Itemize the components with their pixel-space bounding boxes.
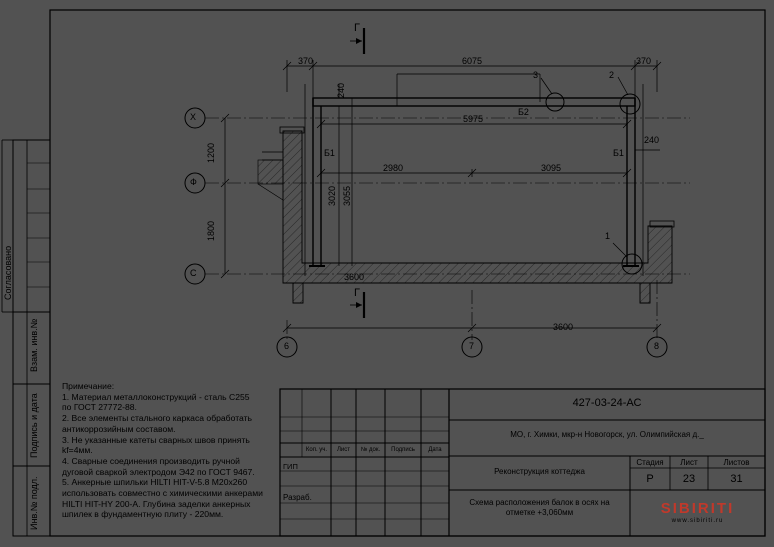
dim-right-240: 240 [644,135,660,145]
stage-header: Стадия [636,458,664,467]
notes-line: антикоррозийным составом. [62,423,176,434]
side-stamp-sign-date: Подпись и дата [29,393,39,458]
sheet-header: Лист [680,458,698,467]
side-stamp-replace-no: Взам. инв.№ [29,318,39,372]
dim-v-3055: 3055 [342,185,352,206]
section-mark-top: Г [354,22,360,34]
dim-v-1200: 1200 [206,142,216,163]
col-header-doc: № док. [360,447,381,453]
dim-top-right: 370 [636,56,652,66]
node-circle-2 [620,94,640,114]
notes-block [62,381,277,520]
dim-mid-left: 2980 [383,163,404,173]
role-gip: ГИП [283,462,298,471]
drawing-title-1: Схема расположения балок в осях на [469,498,610,507]
notes-line: 5. Анкерные шпильки HILTI HIT-V-5.8 М20х260 [62,477,248,488]
sheets-total: 31 [730,473,743,485]
logo-name: SIBIRITI [660,500,735,517]
node-label-2: 2 [609,70,615,80]
dim-left-240: 240 [336,82,346,98]
axis-label-f: Ф [190,177,197,187]
side-stamp-orig-no: Инв.№ подл. [29,476,39,530]
notes-line: 4. Сварные соединения производить ручной [62,455,240,466]
notes-line: 1. Материал металлоконструкций - сталь С255 [62,391,250,402]
role-developer: Разраб. [283,493,312,502]
node-label-3: 3 [533,70,539,80]
axis-label-7: 7 [469,341,475,351]
dim-span-inner: 5975 [463,114,484,124]
beam-label-b2: Б2 [518,107,529,117]
notes-line: дуговой сваркой электродом Э42 по ГОСТ 9467. [62,466,255,477]
dim-bot-left: 3600 [344,272,365,282]
notes-line: HILTI HIT-HY 200-А. Глубина заделки анкерных [62,498,251,509]
sheets-header: Листов [723,458,750,467]
axis-label-s: С [190,268,197,278]
sheet-code: 427-03-24-АС [572,397,642,409]
drawing-title-2: отметке +3,060мм [505,508,574,517]
project-name: Реконструкция коттеджа [494,467,585,476]
notes-line: по ГОСТ 27772-88. [62,402,137,413]
axis-label-8: 8 [654,341,660,351]
dim-mid-right: 3095 [541,163,562,173]
beam-label-b1-right: Б1 [613,148,624,158]
dim-v-1800: 1800 [206,220,216,241]
node-circle-3 [546,93,564,111]
dim-bot-right: 3600 [553,322,574,332]
notes-line: 2. Все элементы стального каркаса обработать [62,413,253,424]
dim-top-mid: 6075 [462,56,483,66]
dim-v-3020: 3020 [327,185,337,206]
stage-value: Р [646,473,654,485]
logo-url: www.sibiriti.ru [671,518,724,524]
side-stamp-agreed: Согласовано [3,245,13,300]
notes-line: шпилек в фундаментную плиту - 220мм. [62,509,224,520]
col-header-copy: Коп. уч. [305,447,328,453]
sheet-number: 23 [682,473,696,485]
notes-line: kf=4мм. [62,445,93,456]
axis-label-6: 6 [284,341,290,351]
dim-top-left: 370 [298,56,314,66]
notes-line: 3. Не указанные катеты сварных швов принять [62,434,250,445]
node-label-1: 1 [605,231,611,241]
beam-label-b1-left: Б1 [324,148,335,158]
notes-line: использовать совместно с химическими анкерами [62,488,263,499]
axis-label-x: Х [190,112,197,122]
notes-title: Примечание: [62,381,115,391]
col-header-sign: Подпись [391,447,415,453]
sheet-address: МО, г. Химки, мкр-н Новогорск, ул. Олимпийская д._ [510,430,704,439]
col-header-sheet: Лист [336,447,351,453]
col-header-date: Дата [428,447,442,453]
section-mark-bottom: Г [354,287,360,299]
